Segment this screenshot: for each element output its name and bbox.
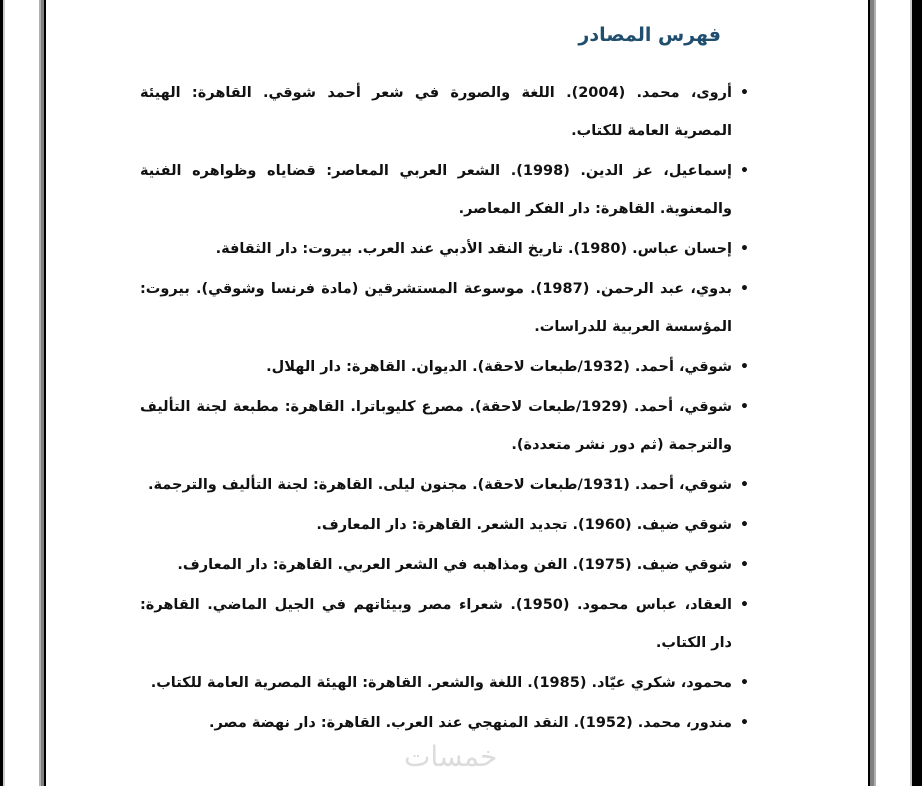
watermark-logo: خمسات	[404, 740, 498, 773]
reference-text: بدوي، عبد الرحمن. (1987). موسوعة المستشرقين (مادة فرنسا وشوقي). بيروت: المؤسسة العربية للدراسات.	[140, 281, 732, 335]
page-title: فهرس المصادر	[578, 24, 721, 46]
list-item	[140, 230, 749, 268]
reference-text: محمود، شكري عيّاد. (1985). اللغة والشعر. القاهرة: الهيئة المصرية العامة للكتاب.	[150, 675, 732, 691]
bullet-icon: •	[740, 85, 749, 101]
document-page	[46, 0, 868, 786]
list-item	[140, 586, 749, 662]
list-item	[140, 546, 749, 584]
bullet-icon: •	[740, 597, 749, 613]
bullet-icon: •	[740, 241, 749, 257]
reference-text: شوقي، أحمد. (1929/طبعات لاحقة). مصرع كليوباترا. القاهرة: مطبعة لجنة التأليف والترجمة (ثم دور نشر متعددة).	[140, 399, 732, 453]
bullet-icon: •	[740, 477, 749, 493]
bullet-icon: •	[740, 715, 749, 731]
reference-text: شوقي، أحمد. (1931/طبعات لاحقة). مجنون ليلى. القاهرة: لجنة التأليف والترجمة.	[147, 477, 732, 493]
reference-text: إحسان عباس. (1980). تاريخ النقد الأدبي عند العرب. بيروت: دار الثقافة.	[215, 241, 732, 257]
list-item	[140, 388, 749, 464]
list-item	[140, 664, 749, 702]
reference-list	[140, 74, 749, 744]
bullet-icon: •	[740, 163, 749, 179]
reference-text: شوقي، أحمد. (1932/طبعات لاحقة). الديوان. القاهرة: دار الهلال.	[266, 359, 732, 375]
list-item	[140, 466, 749, 504]
bullet-icon: •	[740, 517, 749, 533]
reference-text: شوقي ضيف. (1960). تجديد الشعر. القاهرة: دار المعارف.	[316, 517, 732, 533]
reference-text: مندور، محمد. (1952). النقد المنهجي عند العرب. القاهرة: دار نهضة مصر.	[209, 715, 732, 731]
reference-text: شوقي ضيف. (1975). الفن ومذاهبه في الشعر العربي. القاهرة: دار المعارف.	[177, 557, 732, 573]
bullet-icon: •	[740, 281, 749, 297]
list-item	[140, 74, 749, 150]
list-item	[140, 704, 749, 742]
reference-text: العقاد، عباس محمود. (1950). شعراء مصر وبيئاتهم في الجيل الماضي. القاهرة: دار الكتاب.	[140, 597, 732, 651]
bullet-icon: •	[740, 675, 749, 691]
bullet-icon: •	[740, 359, 749, 375]
list-item	[140, 152, 749, 228]
list-item	[140, 506, 749, 544]
list-item	[140, 270, 749, 346]
page-border-right	[874, 0, 876, 786]
screen-edge-right	[912, 0, 922, 786]
bullet-icon: •	[740, 399, 749, 415]
reference-text: أروى، محمد. (2004). اللغة والصورة في شعر أحمد شوقي. القاهرة: الهيئة المصرية العامة للكتاب.	[140, 85, 732, 139]
reference-text: إسماعيل، عز الدين. (1998). الشعر العربي المعاصر: قضاياه وظواهره الفنية والمعنوية. القاهرة: دار الفكر المعاصر.	[140, 163, 732, 217]
screen-edge-left-highlight	[3, 0, 5, 786]
bullet-icon: •	[740, 557, 749, 573]
list-item	[140, 348, 749, 386]
